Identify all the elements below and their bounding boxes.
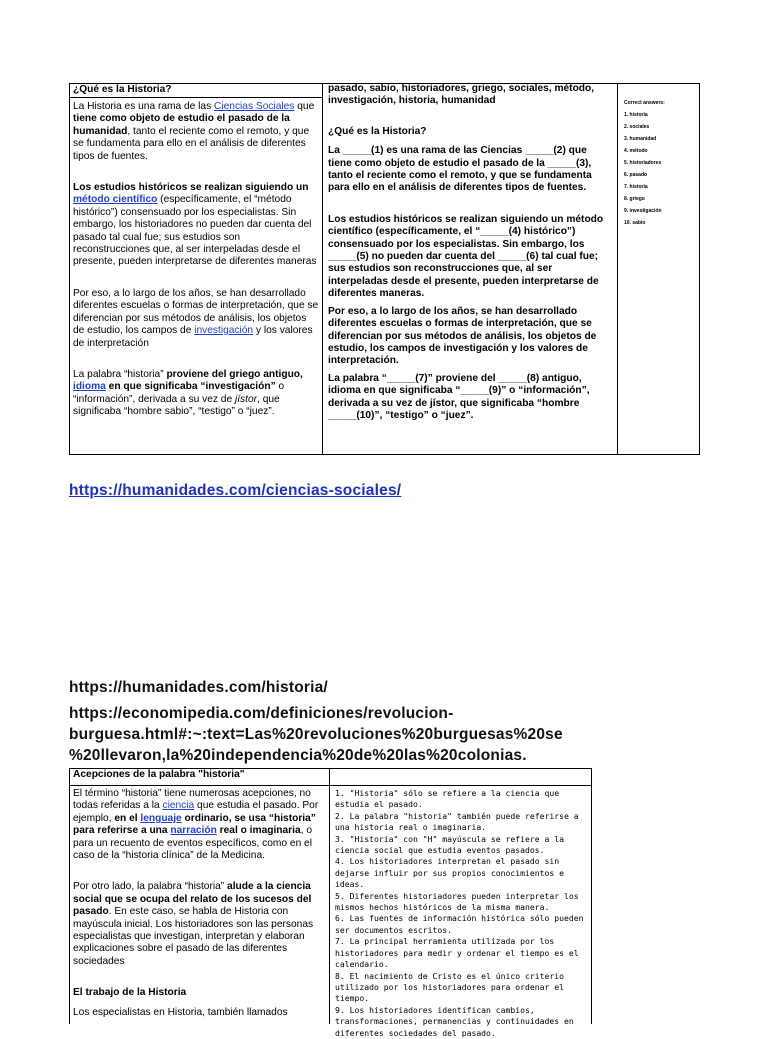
answer-item: 6. pasado <box>624 172 648 178</box>
table-1-left-column <box>73 101 319 419</box>
word-bank: pasado, sabio, historiadores, griego, sociales, método, investigación, historia, humanidad <box>328 83 595 107</box>
statement-item: 5. Diferentes historiadores pueden interpretar los mismos hechos históricos de la misma manera. <box>335 890 579 913</box>
idioma-link[interactable]: idioma <box>73 381 106 393</box>
ciencias-sociales-link[interactable]: Ciencias Sociales <box>214 101 295 112</box>
table-1-header-divider <box>69 97 322 98</box>
statement-item: 3. "Historia" con "H" mayúscula se refiere a la ciencia social que estudia eventos pasados. <box>335 833 565 856</box>
exercise-title: ¿Qué es la Historia? <box>328 125 427 137</box>
metodo-cientifico-link[interactable]: método científico <box>73 194 158 206</box>
table-2-left-column <box>73 788 325 1019</box>
exercise-paragraph-3: Por eso, a lo largo de los años, se han desarrollado diferentes escuelas o formas de interpretación, que se diferencian por sus métodos de análisis, los objetos de estudio, los campos de investigación y los valores de interpretación. <box>328 305 597 367</box>
especialistas-paragraph: Los especialistas en Historia, también llamados <box>73 1006 288 1018</box>
table-1-middle-column <box>328 83 613 422</box>
answer-item: 7. historia <box>624 184 648 190</box>
statement-item: 6. Las fuentes de información histórica sólo pueden ser documentos escritos. <box>335 913 584 935</box>
ciencia-link[interactable]: ciencia <box>162 800 195 812</box>
table-1-bottom-border <box>69 454 700 455</box>
investigacion-link[interactable]: investigación <box>194 325 254 337</box>
exercise-paragraph-2: Los estudios históricos se realizan siguiendo un método científico (específicamente, el “_____(4) histórico”) consensuado por los especialistas. Sin embargo, los _____(5) no pueden dar cuenta del _____(6) tal cual fue; sus estudios son reconstrucciones que, al ser interpeladas desde el presente, pueden interpretarse de diferentes maneras. <box>328 213 604 300</box>
answer-item: 1. historia <box>624 112 648 118</box>
answers-title: Correct answers: <box>624 100 665 106</box>
table-1-divider-2 <box>617 83 618 455</box>
table-1-right-border <box>699 83 700 455</box>
table-2-header-divider <box>69 785 592 786</box>
exercise-paragraph-4: La palabra “_____(7)” proviene del _____(8) antiguo, idioma en que significaba “_____(9)” o “información”, derivada a su vez de jístor, que significaba “hombre _____(10)”, “testigo” o “juez”. <box>328 372 590 421</box>
answer-item: 8. griego <box>624 196 645 202</box>
statement-item: 7. La principal herramienta utilizada por los historiadores para medir y ordenar el tiempo es el calendario. <box>335 936 579 970</box>
answer-item: 9. investigación <box>624 208 662 214</box>
answer-item: 4. método <box>624 148 648 154</box>
statement-item: 9. Los historiadores identifican cambios, transformaciones, permanencias y continuidades en diferentes sociedades del pasado. <box>335 1004 574 1038</box>
table-1-left-border <box>69 83 70 455</box>
table-2-divider <box>329 768 330 1024</box>
correct-answers-list <box>624 97 696 229</box>
statement-item: 4. Los historiadores interpretan el pasado sin dejarse influir por sus propios conocimientos e ideas. <box>335 856 565 890</box>
trabajo-historia-title: El trabajo de la Historia <box>73 987 187 999</box>
table-1-left-header: ¿Qué es la Historia? <box>73 84 172 95</box>
url-line: burguesa.html#:~:text=Las%20revoluciones%20burguesas%20se <box>69 726 563 743</box>
table-2-left-border <box>69 768 70 1024</box>
answer-item: 10. sabio <box>624 220 646 226</box>
origen-palabra-paragraph: La palabra “historia” proviene del griego antiguo, idioma en que significaba “investigación” o “información”, derivada a su vez de jístor, que significaba “hombre sabio”, “testigo” o “juez”. <box>73 368 303 418</box>
statement-item: 1. "Historia" sólo se refiere a la ciencia que estudia el pasado. <box>335 788 560 810</box>
historia-definition-paragraph: La Historia es una rama de las Ciencias Sociales que tiene como objeto de estudio el pasado de la humanidad, tanto el reciente como el remoto, y que se fundamenta para ello en el análisis de diferentes tipos de fuentes. <box>73 101 315 162</box>
statement-item: 2. La palabra "historia" también puede referirse a una historia real o imaginaria. <box>335 810 579 833</box>
lenguaje-link[interactable]: lenguaje <box>140 812 182 824</box>
exercise-paragraph-1: La _____(1) es una rama de las Ciencias _____(2) que tiene como objeto de estudio el pasado de la _____(3), tanto el reciente como el remoto, y que se fundamenta para ello en el análisis de diferentes tipos de fuentes. <box>328 145 592 194</box>
escuelas-paragraph: Por eso, a lo largo de los años, se han desarrollado diferentes escuelas o formas de interpretación, que se diferencian por sus métodos de análisis, los objetos de estudio, los campos de investigación y los valores de interpretación <box>73 287 319 349</box>
ciencias-sociales-url-link[interactable]: https://humanidades.com/ciencias-sociales/ <box>69 482 402 499</box>
answer-item: 5. historiadores <box>624 160 662 166</box>
table-2-header: Acepciones de la palabra "historia" <box>73 769 245 780</box>
answer-item: 3. humanidad <box>624 136 657 142</box>
true-false-statements <box>335 788 588 1039</box>
answer-item: 2. sociales <box>624 124 650 130</box>
statement-item: 8. El nacimiento de Cristo es el único criterio utilizado por los historiadores para ordenar el tiempo. <box>335 970 565 1004</box>
acepciones-paragraph: El término “historia” tiene numerosas acepciones, no todas referidas a la ciencia que estudia el pasado. Por ejemplo, en el lenguaje ordinario, se usa “historia” para referirse a una narración real o imaginaria, o para un recuento de eventos específicos, como en el caso de la “historia clínica” de la Medicina. <box>73 788 319 862</box>
revolucion-burguesa-url[interactable] <box>69 703 759 766</box>
table-2-right-border <box>591 768 592 1024</box>
url-line: %20llevaron,la%20independencia%20de%20las%20colonias. <box>69 747 527 764</box>
table-1-divider-1 <box>322 83 323 455</box>
url-line: https://economipedia.com/definiciones/revolucion- <box>69 705 454 722</box>
ciencia-social-paragraph: Por otro lado, la palabra “historia” alude a la ciencia social que se ocupa del relato de los sucesos del pasado. En este caso, se habla de Historia con mayúscula inicial. Los historiadores son las personas especialistas que investigan, interpretan y elaboran explicaciones sobre el pasado de las diferentes sociedades <box>73 881 314 967</box>
narracion-link[interactable]: narración <box>170 825 217 837</box>
historia-url[interactable]: https://humanidades.com/historia/ <box>69 679 328 696</box>
estudios-historicos-paragraph: Los estudios históricos se realizan siguiendo un método científico (específicamente, el “método histórico”) consensuado por los especialistas. Sin embargo, los historiadores no pueden dar cuenta del pasado tal cual fue; sus estudios son reconstrucciones que, al ser interpeladas desde el presente, pueden interpretarse de diferentes maneras <box>73 182 317 268</box>
